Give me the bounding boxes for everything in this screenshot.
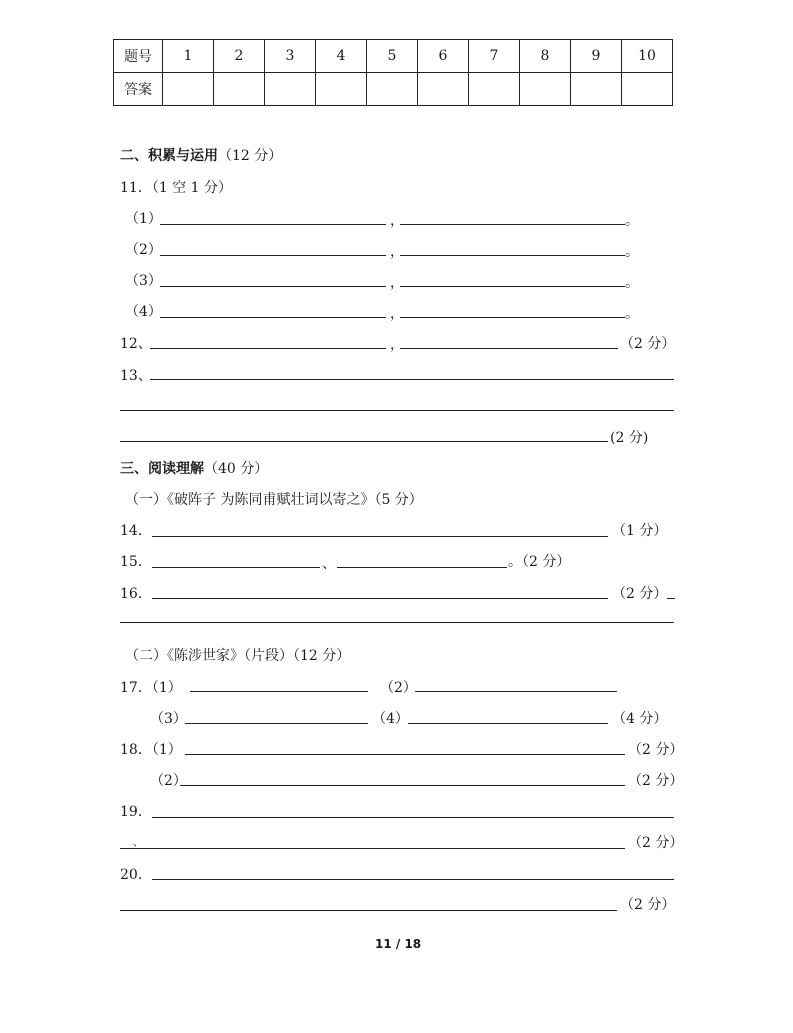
answer-cell[interactable] (520, 73, 571, 106)
period: 。 (625, 213, 639, 229)
q11-item-label: （3） (125, 273, 162, 289)
q18-label: 18．（1） (120, 742, 182, 758)
answer-blank[interactable] (400, 348, 618, 349)
q15-separator: 、 (322, 556, 336, 572)
answer-blank[interactable] (337, 567, 507, 568)
answer-blank[interactable] (180, 785, 625, 786)
q18-sub-label: （2） (150, 773, 187, 789)
comma: ， (390, 244, 404, 260)
table-cell-number: 3 (265, 40, 316, 73)
q12-score: （2 分） (620, 336, 676, 352)
comma: ， (390, 337, 404, 353)
table-cell-number: 5 (367, 40, 418, 73)
answer-blank[interactable] (120, 910, 617, 911)
answer-table (113, 39, 673, 106)
answer-blank[interactable] (408, 723, 608, 724)
q11-item-label: （1） (125, 211, 162, 227)
answer-blank[interactable] (120, 622, 674, 623)
q17-score: （4 分） (612, 711, 668, 727)
answer-blank[interactable] (160, 255, 386, 256)
q19-label: 19． (120, 804, 152, 820)
answer-blank[interactable] (160, 317, 386, 318)
answer-blank[interactable] (120, 410, 674, 411)
table-cell-number: 6 (418, 40, 469, 73)
q16-label: 16． (120, 586, 152, 602)
q12-label: 12、 (120, 336, 152, 352)
part2-title: （二）《陈涉世家》（片段）（12 分） (125, 648, 351, 664)
q18-score: （2 分） (628, 773, 684, 789)
answer-blank[interactable] (160, 286, 386, 287)
answer-blank[interactable] (400, 286, 625, 287)
answer-blank[interactable] (152, 598, 608, 599)
row-header-answer: 答案 (114, 73, 163, 106)
q20-score: （2 分） (620, 897, 676, 913)
comma: ， (390, 306, 404, 322)
comma: ， (390, 213, 404, 229)
q11-item-label: （4） (125, 304, 162, 320)
q15-label: 15． (120, 554, 152, 570)
comma: ， (390, 275, 404, 291)
row-header-question-number: 题号 (114, 40, 163, 73)
section3-title: 三、阅读理解 (120, 461, 204, 477)
q19-score: （2 分） (628, 835, 684, 851)
q14-label: 14． (120, 523, 152, 539)
answer-blank[interactable] (400, 255, 625, 256)
table-cell-number: 7 (469, 40, 520, 73)
table-cell-number: 1 (163, 40, 214, 73)
q14-score: （1 分） (612, 523, 668, 539)
answer-blank[interactable] (152, 567, 320, 568)
table-row (114, 40, 673, 73)
answer-cell[interactable] (418, 73, 469, 106)
q16-score: （2 分） (612, 586, 668, 602)
table-cell-number: 2 (214, 40, 265, 73)
answer-cell[interactable] (265, 73, 316, 106)
q11-item-label: （2） (125, 242, 162, 258)
section2-heading (120, 145, 282, 165)
answer-blank[interactable] (667, 598, 675, 599)
answer-blank[interactable] (120, 848, 625, 849)
answer-blank[interactable] (400, 224, 625, 225)
answer-cell[interactable] (214, 73, 265, 106)
section3-score: （40 分） (204, 461, 269, 477)
answer-blank[interactable] (185, 754, 625, 755)
q13-score: (2 分) (610, 430, 649, 446)
part1-title: （一）《破阵子 为陈同甫赋壮词以寄之》（5 分） (125, 492, 423, 508)
answer-cell[interactable] (469, 73, 520, 106)
answer-blank[interactable] (152, 879, 674, 880)
period: 。 (625, 306, 639, 322)
section3-heading (120, 458, 268, 478)
section2-title: 二、积累与运用 (120, 148, 218, 164)
page-number: 11 / 18 (375, 937, 422, 951)
answer-blank[interactable] (120, 441, 608, 442)
table-row (114, 73, 673, 106)
answer-cell[interactable] (622, 73, 673, 106)
answer-blank[interactable] (152, 536, 608, 537)
answer-blank[interactable] (150, 379, 674, 380)
answer-blank[interactable] (160, 224, 386, 225)
answer-blank[interactable] (185, 723, 368, 724)
period: 。 (625, 275, 639, 291)
answer-blank[interactable] (190, 691, 368, 692)
q20-label: 20． (120, 867, 152, 883)
q17-sub-label: （2） (380, 680, 417, 696)
answer-blank[interactable] (415, 691, 617, 692)
answer-cell[interactable] (163, 73, 214, 106)
q13-label: 13、 (120, 368, 152, 384)
answer-cell[interactable] (367, 73, 418, 106)
q17-sub-label: （4） (372, 711, 409, 727)
q15-end: 。（2 分） (508, 554, 571, 570)
table-cell-number: 10 (622, 40, 673, 73)
period: 。 (625, 244, 639, 260)
table-cell-number: 9 (571, 40, 622, 73)
section2-score: （12 分） (218, 148, 283, 164)
q11-label: 11．（1 空 1 分） (120, 180, 232, 196)
answer-blank[interactable] (150, 348, 386, 349)
answer-blank[interactable] (152, 817, 674, 818)
q17-label: 17．（1） (120, 680, 182, 696)
q17-sub-label: （3） (150, 711, 187, 727)
table-cell-number: 8 (520, 40, 571, 73)
answer-cell[interactable] (316, 73, 367, 106)
q18-score: （2 分） (628, 742, 684, 758)
answer-blank[interactable] (400, 317, 625, 318)
q19-mark: 、 (133, 838, 143, 849)
table-cell-number: 4 (316, 40, 367, 73)
answer-cell[interactable] (571, 73, 622, 106)
